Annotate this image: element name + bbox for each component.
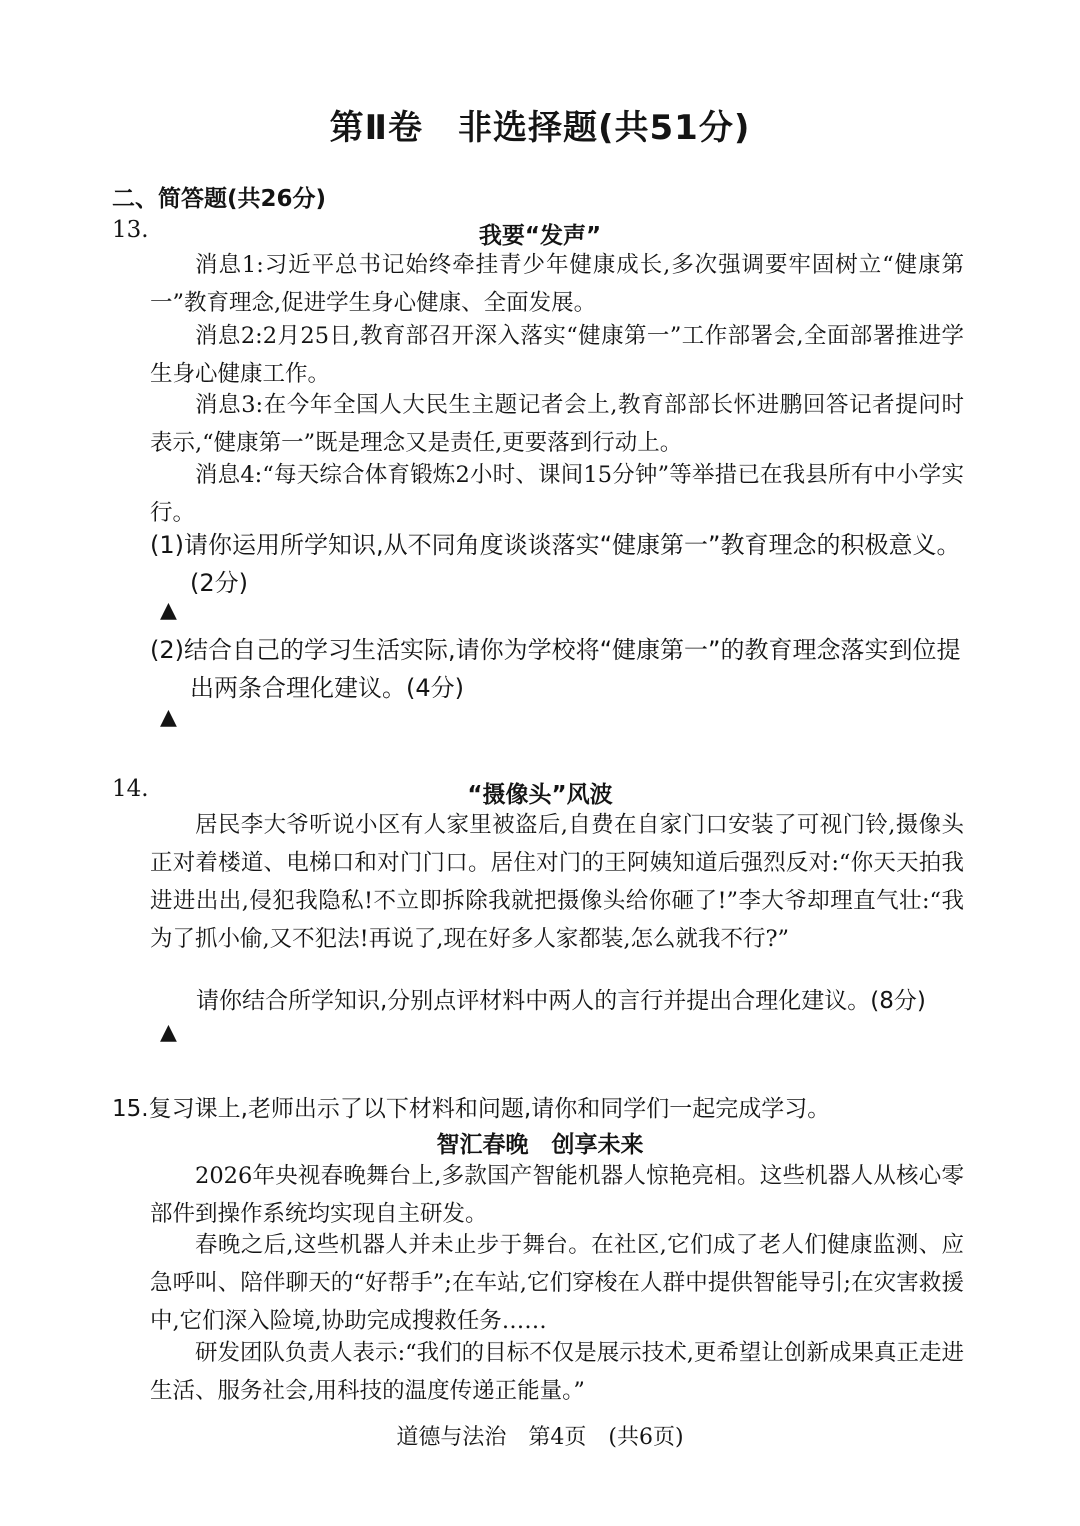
q14-answer-marker: ▲ (160, 1020, 177, 1045)
section-heading: 二、简答题(共26分) (112, 186, 327, 212)
q13-message-1: 消息1:习近平总书记始终牵挂青少年健康成长,多次强调要牢固树立“健康第一”教育理念,促进学生身心健康、全面发展。 (150, 252, 964, 316)
q15-paragraph-2: 春晚之后,这些机器人并未止步于舞台。在社区,它们成了老人们健康监测、应急呼叫、陪伴聊天的“好帮手”;在车站,它们穿梭在人群中提供智能导引;在灾害救援中,它们深入险境,协助完成搜救任务…… (150, 1232, 964, 1334)
q14-paragraph: 居民李大爷听说小区有人家里被盗后,自费在自家门口安装了可视门铃,摄像头正对着楼道、电梯口和对门门口。居住对门的王阿姨知道后强烈反对:“你天天拍我进进出出,侵犯我隐私!不立即拆除我就把摄像头给你砸了!”李大爷却理直气壮:“我为了抓小偷,又不犯法!再说了,现在好多人家都装,怎么就我不行?” (150, 812, 964, 952)
question-13-number: 13. (112, 217, 149, 243)
q15-paragraph-3: 研发团队负责人表示:“我们的目标不仅是展示技术,更希望让创新成果真正走进生活、服务社会,用科技的温度传递正能量。” (150, 1340, 964, 1404)
q13-answer-marker-1: ▲ (160, 598, 177, 623)
question-15-intro: 15.复习课上,老师出示了以下材料和问题,请你和同学们一起完成学习。 (112, 1096, 831, 1122)
page-footer: 道德与法治 第4页 (共6页) (396, 1425, 684, 1450)
page-title: 第Ⅱ卷 非选择题(共51分) (329, 108, 751, 148)
q13-sub-question-2: (2)结合自己的学习生活实际,请你为学校将“健康第一”的教育理念落实到位提出两条合理化建议。(4分) (150, 636, 961, 702)
q13-answer-marker-2: ▲ (160, 705, 177, 730)
question-15-title: 智汇春晚 创享未来 (436, 1132, 644, 1158)
q13-message-4: 消息4:“每天综合体育锻炼2小时、课间15分钟”等举措已在我县所有中小学实行。 (150, 462, 964, 526)
q13-sub-question-1: (1)请你运用所学知识,从不同角度谈谈落实“健康第一”教育理念的积极意义。(2分) (150, 531, 961, 597)
q14-question: 请你结合所学知识,分别点评材料中两人的言行并提出合理化建议。(8分) (196, 988, 926, 1014)
question-14-number: 14. (112, 776, 149, 802)
q13-message-2: 消息2:2月25日,教育部召开深入落实“健康第一”工作部署会,全面部署推进学生身心健康工作。 (150, 323, 964, 387)
q15-paragraph-1: 2026年央视春晚舞台上,多款国产智能机器人惊艳亮相。这些机器人从核心零部件到操作系统均实现自主研发。 (150, 1163, 964, 1227)
q13-message-3: 消息3:在今年全国人大民生主题记者会上,教育部部长怀进鹏回答记者提问时表示,“健康第一”既是理念又是责任,更要落到行动上。 (150, 392, 964, 456)
question-13-title: 我要“发声” (478, 223, 602, 249)
question-14-title: “摄像头”风波 (467, 782, 613, 808)
